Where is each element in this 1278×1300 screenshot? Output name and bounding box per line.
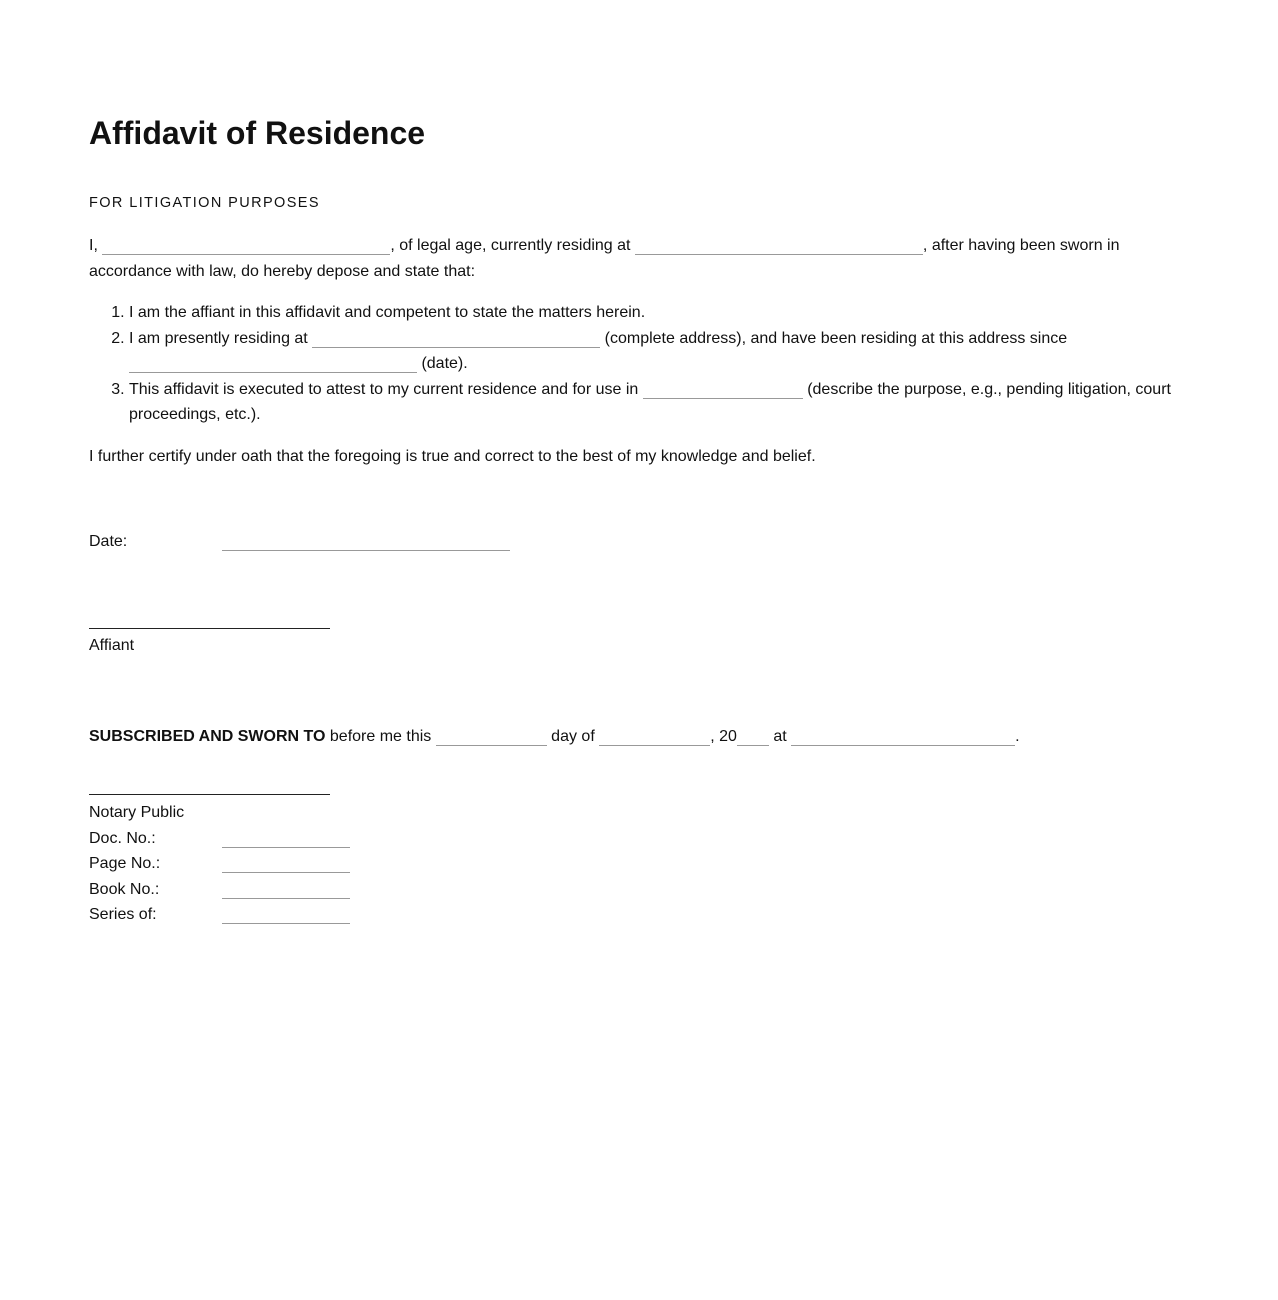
jurat-text-2: day of — [546, 728, 600, 745]
jurat-place-field[interactable] — [791, 728, 1015, 746]
book-no-field[interactable] — [222, 898, 350, 899]
document-subtitle: FOR LITIGATION PURPOSES — [89, 195, 320, 211]
statement-item-2 — [129, 326, 1189, 377]
notary-record-row — [89, 851, 489, 877]
page-no-label: Page No.: — [89, 855, 161, 872]
jurat-month-field[interactable] — [599, 728, 710, 746]
statement-3-text-2: (describe the purpose, e.g., pending litigation, court proceedings, etc.). — [129, 380, 1171, 423]
statement-1-text: I am the affiant in this affidavit and competent to state the matters herein. — [129, 304, 646, 321]
jurat-bold-text: SUBSCRIBED AND SWORN TO — [89, 728, 326, 745]
page-no-field[interactable] — [222, 872, 350, 873]
notary-record-row — [89, 902, 489, 928]
present-address-field[interactable] — [312, 330, 600, 348]
affiant-signature-line[interactable] — [89, 628, 330, 629]
purpose-field[interactable] — [643, 381, 803, 399]
affiant-name-field[interactable] — [102, 237, 390, 255]
date-row — [89, 533, 689, 559]
book-no-label: Book No.: — [89, 880, 160, 898]
residing-since-date-field[interactable] — [129, 355, 417, 373]
jurat-day-field[interactable] — [436, 728, 547, 746]
certification-statement: I further certify under oath that the foregoing is true and correct to the best of my knowledge and belief. — [89, 447, 816, 465]
notary-record-row — [89, 826, 489, 852]
intro-text-2: , of legal age, currently residing at — [390, 237, 635, 254]
date-field[interactable] — [222, 550, 510, 551]
jurat-text-3: , 20 — [710, 728, 737, 745]
intro-paragraph — [89, 233, 1189, 284]
notary-block — [89, 800, 489, 928]
notary-title: Notary Public — [89, 804, 185, 821]
doc-no-field[interactable] — [222, 847, 350, 848]
statement-list — [89, 300, 1189, 428]
date-label: Date: — [89, 533, 128, 550]
statement-2-text-3: (date). — [417, 355, 468, 372]
statement-item-3 — [129, 377, 1189, 428]
jurat-text-1: before me this — [325, 728, 436, 745]
statement-2-text-1: I am presently residing at — [129, 329, 313, 347]
notary-record-row — [89, 877, 489, 903]
jurat-text-4: at — [768, 728, 792, 745]
affiant-label: Affiant — [89, 637, 135, 654]
series-of-field[interactable] — [222, 923, 350, 924]
notary-signature-line[interactable] — [89, 794, 330, 795]
intro-text-3: , after having been sworn in accordance with law, do hereby depose and state that: — [89, 237, 1120, 280]
statement-3-text-1: This affidavit is executed to attest to my current residence and for use in — [129, 380, 643, 398]
jurat-statement — [89, 724, 1189, 749]
current-address-field[interactable] — [635, 237, 923, 255]
intro-text-1: I, — [89, 237, 103, 254]
document-title: Affidavit of Residence — [89, 115, 426, 151]
jurat-text-5: . — [1015, 728, 1020, 745]
series-of-label: Series of: — [89, 906, 157, 923]
doc-no-label: Doc. No.: — [89, 829, 156, 847]
document-content — [89, 110, 1189, 923]
statement-item-1 — [129, 300, 1189, 326]
jurat-year-field[interactable] — [737, 728, 769, 746]
statement-2-text-2: (complete address), and have been residing at this address since — [600, 329, 1068, 347]
